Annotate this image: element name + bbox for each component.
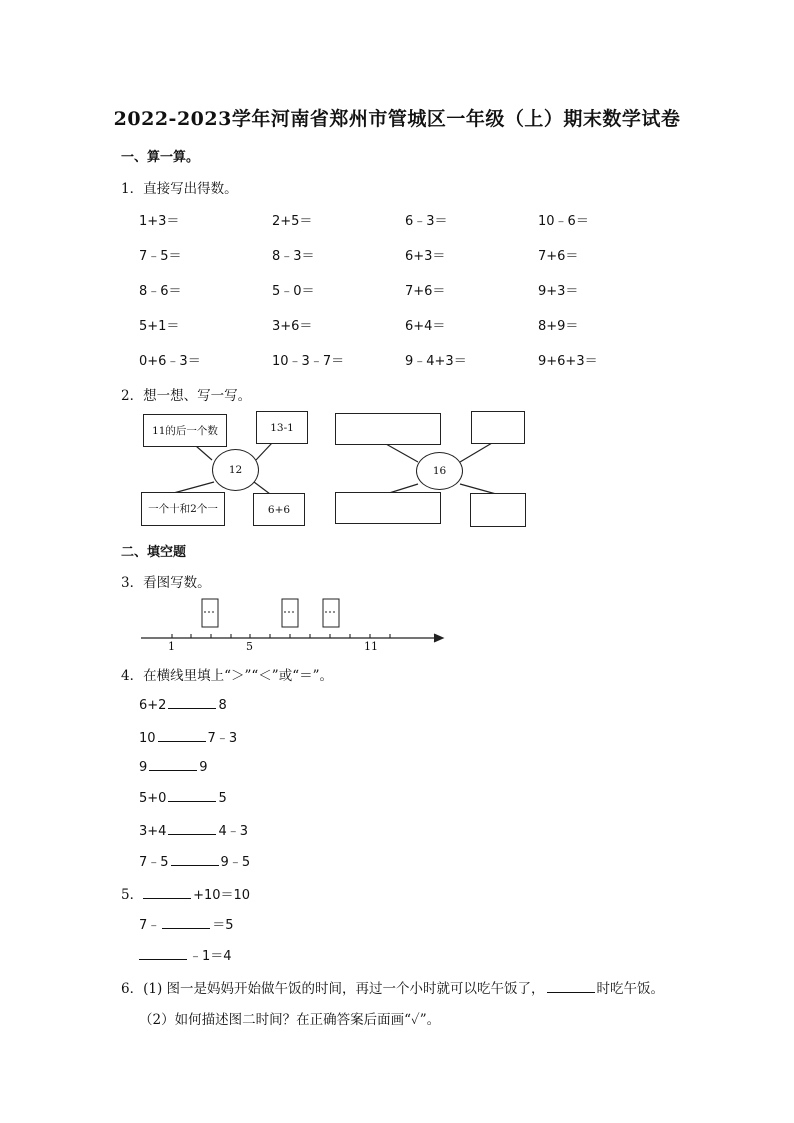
q6-part-2: （2）如何描述图二时间？在正确答案后面画“✓”。 xyxy=(139,1012,441,1028)
section-2-heading: 二、填空题 xyxy=(121,545,187,560)
q6-text: 6．(1) 图一是妈妈开始做午饭的时间，再过一个小时就可以吃午饭了， xyxy=(121,981,545,997)
number-line xyxy=(0,590,794,660)
q2-right-box-bottom-left[interactable] xyxy=(335,492,441,524)
q1-cell: 3+6＝ xyxy=(272,319,313,334)
q1-cell: 6+3＝ xyxy=(405,249,446,264)
q4-item xyxy=(139,851,250,870)
q2-left-center-number: 12 xyxy=(228,464,243,476)
q5-line-3 xyxy=(139,945,232,964)
page-title: 2022-2023学年河南省郑州市管城区一年级（上）期末数学试卷 xyxy=(113,108,681,130)
q1-cell: 8+9＝ xyxy=(538,319,579,334)
q2-left-box-top-left xyxy=(143,414,227,447)
q2-left-box-top-left-text: 11的后一个数 xyxy=(152,424,218,437)
q1-cell: 1+3＝ xyxy=(139,214,180,229)
q5-expr: ﹣1＝4 xyxy=(189,949,232,964)
q5-line-2 xyxy=(139,914,234,933)
q4-left-expr: 3+4 xyxy=(139,824,167,839)
q1-cell: 7+6＝ xyxy=(538,249,579,264)
q2-right-box-top-left[interactable] xyxy=(335,413,441,445)
tick-label: 11 xyxy=(364,640,378,653)
q2-left-box-bottom-right xyxy=(253,493,305,526)
q4-right-expr: 9﹣5 xyxy=(220,855,251,870)
q1-cell: 7﹣5＝ xyxy=(139,249,182,264)
q4-item xyxy=(139,727,237,746)
tick-label: 1 xyxy=(168,640,175,653)
q2-left-box-top-right-text: 13-1 xyxy=(270,421,294,434)
answer-blank[interactable] xyxy=(168,696,216,709)
q2-right-box-top-right[interactable] xyxy=(471,411,525,444)
q4-right-expr: 4﹣3 xyxy=(218,824,248,839)
answer-blank[interactable] xyxy=(149,758,197,771)
q2-left-box-bottom-left xyxy=(141,492,225,526)
q4-left-expr: 6+2 xyxy=(139,698,167,713)
q1-cell: 9+3＝ xyxy=(538,284,579,299)
q4-left-expr: 5+0 xyxy=(139,791,167,806)
q2-label: 2．想一想、写一写。 xyxy=(121,388,252,404)
q6-text: 时吃午饭。 xyxy=(596,981,665,997)
q5-expr: 7﹣ xyxy=(139,918,161,933)
answer-blank[interactable] xyxy=(168,789,216,802)
q3-label: 3．看图写数。 xyxy=(121,575,211,591)
q1-cell: 9﹣4+3＝ xyxy=(405,354,467,369)
q4-left-expr: 9 xyxy=(139,760,148,775)
q1-cell: 6+4＝ xyxy=(405,319,446,334)
q4-item xyxy=(139,696,227,713)
answer-blank[interactable] xyxy=(143,886,191,899)
answer-blank[interactable] xyxy=(171,853,219,866)
answer-blank[interactable] xyxy=(139,947,187,960)
q4-item xyxy=(139,789,227,806)
q1-cell: 7+6＝ xyxy=(405,284,446,299)
q2-connector-lines xyxy=(0,0,794,560)
q4-right-expr: 7﹣3 xyxy=(207,731,238,746)
q2-left-box-top-right xyxy=(256,411,308,444)
q4-right-expr: 8 xyxy=(218,698,227,713)
section-1-heading: 一、算一算。 xyxy=(121,150,200,165)
q2-right-box-bottom-right[interactable] xyxy=(470,493,526,527)
answer-blank[interactable] xyxy=(168,822,216,835)
q1-cell: 2+5＝ xyxy=(272,214,313,229)
q5-line-1 xyxy=(121,883,250,903)
q1-cell: 5+1＝ xyxy=(139,319,180,334)
q4-item xyxy=(139,758,208,775)
q4-right-expr: 5 xyxy=(218,791,227,806)
q5-label: 5． xyxy=(121,887,144,903)
q5-expr: +10＝10 xyxy=(193,888,251,903)
q4-left-expr: 7﹣5 xyxy=(139,855,169,870)
tick-label: 5 xyxy=(246,640,253,653)
q1-cell: 6﹣3＝ xyxy=(405,214,448,229)
q2-left-box-bottom-right-text: 6+6 xyxy=(267,503,291,516)
q2-right-center-number: 16 xyxy=(432,465,447,477)
q4-item xyxy=(139,820,248,839)
q6-part-1 xyxy=(121,977,664,997)
q1-cell: 5﹣0＝ xyxy=(272,284,315,299)
q1-cell: 9+6+3＝ xyxy=(538,354,598,369)
q1-label: 1．直接写出得数。 xyxy=(121,181,238,197)
answer-blank[interactable] xyxy=(158,729,206,742)
q4-left-expr: 10 xyxy=(139,731,156,746)
q4-label: 4．在横线里填上“＞”“＜”或“＝”。 xyxy=(121,668,333,684)
answer-blank[interactable] xyxy=(547,980,595,993)
q1-cell: 8﹣6＝ xyxy=(139,284,182,299)
q1-cell: 10﹣3﹣7＝ xyxy=(272,354,345,369)
q2-right-center-oval xyxy=(416,452,463,490)
q2-left-center-oval xyxy=(212,449,259,491)
q5-expr: ＝5 xyxy=(212,918,234,933)
q2-left-box-bottom-left-text: 一个十和2个一 xyxy=(148,503,218,515)
answer-blank[interactable] xyxy=(162,916,210,929)
q1-cell: 0+6﹣3＝ xyxy=(139,354,201,369)
q1-cell: 10﹣6＝ xyxy=(538,214,589,229)
q1-cell: 8﹣3＝ xyxy=(272,249,315,264)
q4-right-expr: 9 xyxy=(199,760,208,775)
